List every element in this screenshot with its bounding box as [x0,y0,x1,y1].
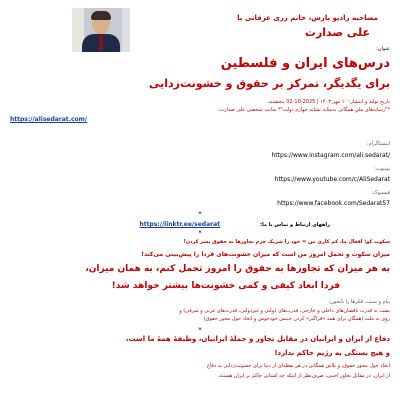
title-label: عنوان: [376,46,390,52]
youtube-link[interactable]: https://www.youtube.com/c/AliSedarat [274,176,390,183]
facebook-link[interactable]: https://www.facebook.com/Sedarat57 [277,200,390,207]
separator-star-2: * [198,229,202,237]
instagram-link[interactable]: https://www.instagram.com/ali.sedarat/ [271,152,390,159]
bottom-line-2: و هیچ بستگی به رژیم حاکم ندارد! [274,349,390,357]
body-line-1: سکوت کو: افعال ما، کم کاری من = خود را شریک جرم تجاوزها به حقوق بشر کردن! [183,239,390,245]
contact-line: راههای ارتباط و تماس با ما: [260,222,330,228]
bottom-line-1: دفاع از ایران و ایرانیان در مقابل تجاوز و حملهٔ ایرانیان، وظیفهٔ همهٔ ما است، [125,335,390,343]
body-line-2: میزان سکوت و تحمل امروز من است که میزان خشونت‌های فردا را پیش‌بینی می‌کند! [141,251,390,258]
instagram-label: اینستاگرام: [366,141,390,147]
interview-line: مصاحبه رادیو پارس، خانم زری عرفانی با [237,14,378,22]
body-line-4: فردا ابعاد کیفی و کمی خشونت‌ها بیشتر خواهد شد! [111,281,340,291]
guest-name: علی صدارت [304,26,370,39]
footnote-line-1: پشت به قدرت ناقضان‌های داخلی و خارجی، قدرت‌های دولتی و غیردولتی، قدرت‌های غربی و شرقی) و [179,308,390,314]
date-line: تاریخ تولید و انتشار: ۱۰ مهر ۱۴۰۳ | 2025-10-02 پنجشنبه [268,99,390,105]
photo-hair [91,11,111,20]
title-line-2: برای یگدیگر، تمرکز بر حقوق و خشونت‌زدایی [148,77,390,90]
site-line: *"رسانه‌های ملیِ همگانی به‌مثابه نشانه جهارم دولت"* سایت شخصی علی صدارت: [217,107,390,113]
title-line-1: درس‌های ایران و فلسطین [220,56,390,71]
separator-star-1: * [198,210,202,218]
contact-link[interactable]: https://linktr.ee/sedarat [139,221,220,228]
footnote-line-2: روی به ملت (همگان برای همه «فراگیر» کردن جنبش خودجوش و اتحاد حول محور حقوق) [203,316,390,322]
bottom-line-4: از ایران، در مقابل تجاوز اجنبی، صرف‌نظر از اینکه چه کسانی حاکم بر ایران هستند. [217,373,390,379]
photo-tie [99,35,103,51]
youtube-label: یوتیوب: [374,166,390,172]
site-link[interactable]: https://alisedarat.com/ [10,116,88,123]
bottom-line-3: اتحاد حول محور حقوق، و تلاش همگانی در هر نقطه‌ای از دنیا برای خشونت‌زدایی به دفاع [207,363,390,369]
author-photo [72,8,130,52]
footnote-label: پیام و سبب، فکرها را بانجون: [328,299,390,305]
separator-star-3: * [198,326,202,334]
photo-background-panel [122,8,130,52]
facebook-label: فیسبوک: [371,190,390,196]
body-line-3: به هر میزان که تجاوزها به حقوق را امروز تحمل کنم، به همان میزان، [85,264,390,274]
